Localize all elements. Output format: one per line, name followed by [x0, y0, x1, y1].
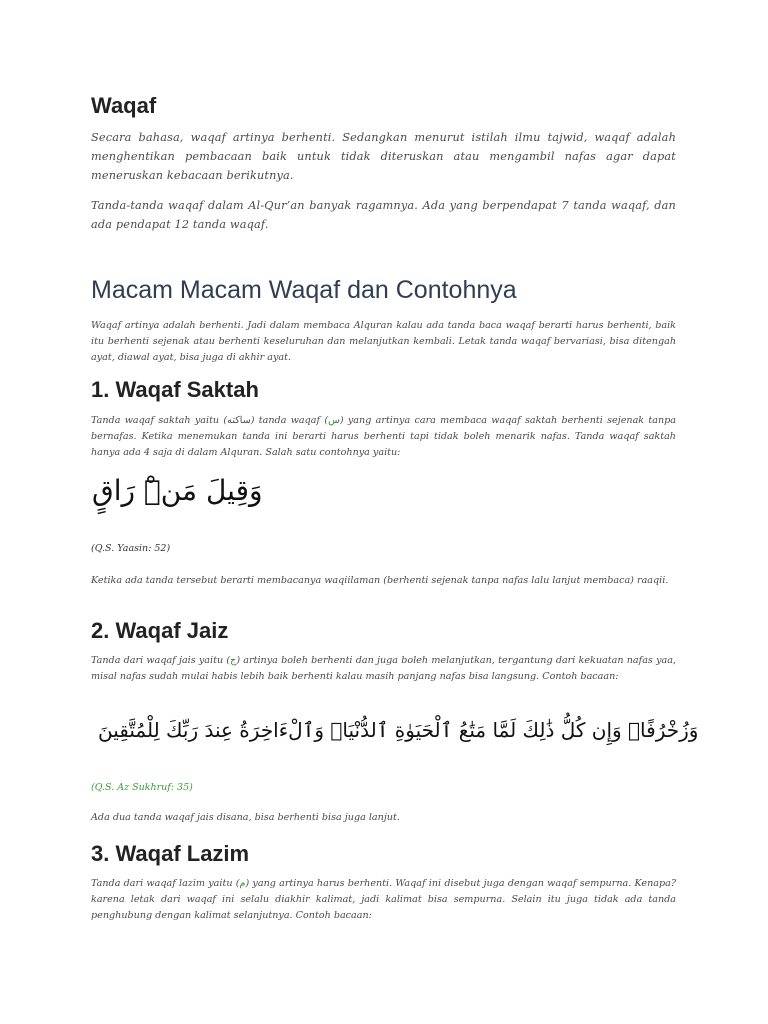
saktah-mark: س: [328, 415, 340, 426]
saktah-explanation: [91, 573, 676, 589]
ref-yaasin: (Q.S. Yaasin: 52): [91, 543, 171, 554]
ref-az-sukhruf: (Q.S. Az Sukhruf: 35): [91, 782, 193, 793]
lazim-mark: م: [239, 878, 246, 889]
jaiz-paragraph: [91, 653, 676, 685]
saktah-text-before: Tanda waqaf saktah yaitu (: [91, 415, 228, 426]
heading-waqaf-lazim: 3. Waqaf Lazim: [91, 841, 250, 866]
lazim-text-before: Tanda dari waqaf lazim yaitu (: [91, 878, 240, 889]
lazim-paragraph: [91, 876, 676, 924]
ayah-saktah: وَقِيلَ مَنْۜ رَاقٍ: [92, 474, 263, 507]
saktah-expl-end: .: [665, 575, 669, 586]
heading-waqaf-saktah: 1. Waqaf Saktah: [91, 377, 259, 402]
saktah-expl-waqiilaman: waqiilaman: [324, 575, 381, 586]
heading-waqaf-jaiz: 2. Waqaf Jaiz: [91, 618, 229, 643]
saktah-arabic-name: ساكته: [227, 415, 251, 426]
jaiz-mark: ج: [230, 655, 237, 666]
lazim-text-after: ) yang artinya harus berhenti. Waqaf ini disebut juga dengan waqaf sempurna. Kenapa? karena letak dari waqaf ini selalu diakhir kalimat, jadi kalimat bisa sempurna. Selain itu juga tidak ada tanda penghubung dengan kalimat selanjutnya. Contoh bacaan:: [91, 878, 676, 921]
macam-paragraph: Waqaf artinya adalah berhenti. Jadi dalam membaca Alquran kalau ada tanda baca waqaf berarti harus berhenti, baik itu berhenti sejenak atau berhenti keseluruhan dan melanjutkan kembali. Letak tanda waqaf bervariasi, bisa ditengah ayat, diawal ayat, bisa juga di akhir ayat.: [91, 320, 676, 363]
jaiz-note: Ada dua tanda waqaf jais disana, bisa berhenti bisa juga lanjut.: [91, 812, 400, 823]
jaiz-text-after: ) artinya boleh berhenti dan juga boleh melanjutkan, tergantung dari kekuatan nafas yaa, misal nafas sudah mulai habis lebih baik berhenti kalau masih panjang nafas bisa langsung. Contoh bacaan:: [91, 655, 676, 682]
saktah-expl-before: Ketika ada tanda tersebut berarti membacanya: [91, 575, 325, 586]
heading-macam-waqaf: Macam Macam Waqaf dan Contohnya: [91, 276, 517, 304]
saktah-text-after: ) yang artinya cara membaca waqaf saktah berhenti sejenak tanpa bernafas. Ketika menemukan tanda ini berarti harus berhenti tapi tidak boleh menarik nafas. Tanda waqaf saktah hanya ada 4 saja di dalam Alquran. Salah satu contohnya yaitu:: [91, 415, 677, 458]
saktah-text-mid: ) tanda waqaf (: [250, 415, 329, 426]
ayah-jaiz: وَزُخْرُفًاۚ وَإِن كُلُّ ذَٰلِكَ لَمَّا مَتَٰعُ ٱلْحَيَوٰةِ ٱلدُّنْيَاۚ وَٱلْءَاخِرَةُ عِندَ رَبِّكَ لِلْمُتَّقِينَ: [98, 718, 699, 742]
saktah-expl-mid: (berhenti sejenak tanpa nafas lalu lanjut membaca): [380, 575, 637, 586]
jaiz-text-before: Tanda dari waqaf jais yaitu (: [91, 655, 231, 666]
intro-paragraph-1: Secara bahasa, waqaf artinya berhenti. Sedangkan menurut istilah ilmu tajwid, waqaf adalah menghentikan pembacaan baik untuk tidak diteruskan atau mengambil nafas agar dapat meneruskan kebacaan berikutnya.: [91, 131, 676, 182]
saktah-expl-raaqii: raaqii: [636, 575, 666, 586]
heading-waqaf: Waqaf: [91, 93, 157, 118]
intro-paragraph-2: Tanda-tanda waqaf dalam Al-Qur’an banyak ragamnya. Ada yang berpendapat 7 tanda waqaf, dan ada pendapat 12 tanda waqaf.: [91, 199, 676, 231]
saktah-paragraph: [91, 413, 676, 461]
